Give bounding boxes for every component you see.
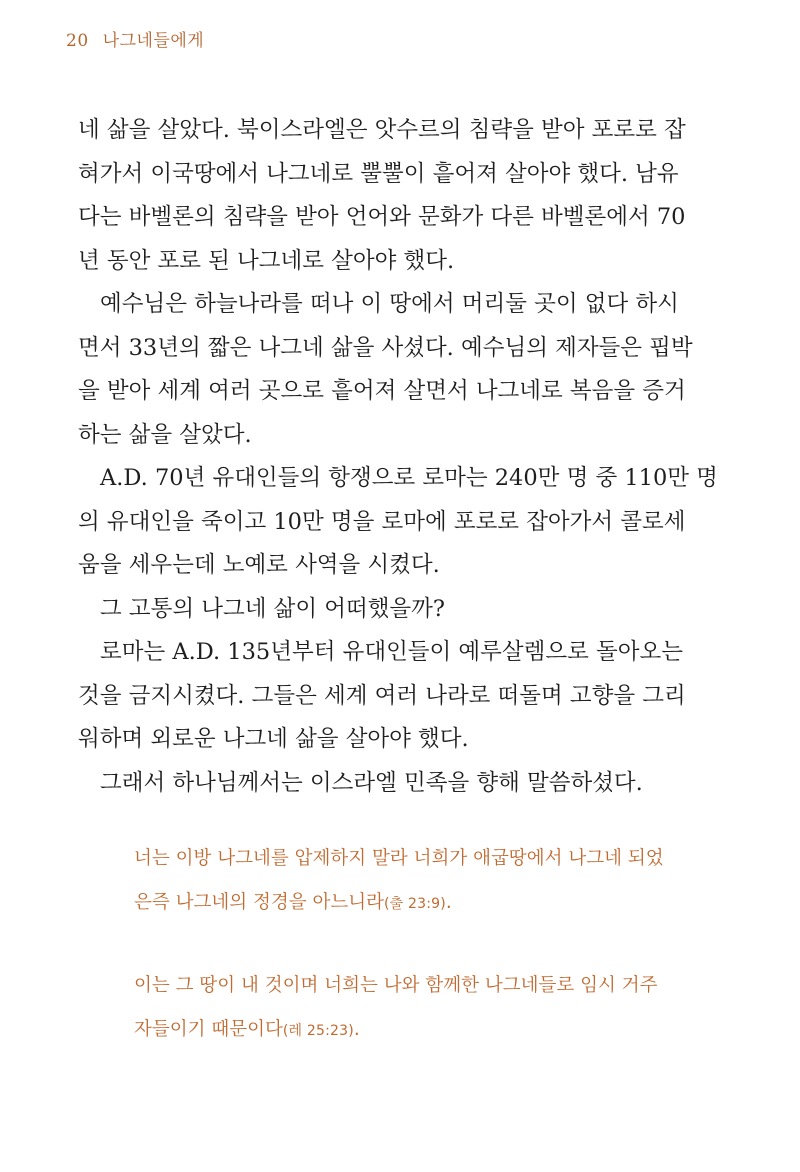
quote-end: . <box>445 892 452 913</box>
quote-text: 은즉 나그네의 정경을 아느니라 <box>134 892 384 913</box>
body-line: 의 유대인을 죽이고 10만 명을 로마에 포로로 잡아가서 콜로세 <box>78 508 686 535</box>
page-number: 20 <box>66 31 89 51</box>
body-text <box>78 109 718 805</box>
body-line: 다는 바벨론의 침략을 받아 언어와 문화가 다른 바벨론에서 70 <box>78 204 686 230</box>
body-line: 혀가서 이국땅에서 나그네로 뿔뿔이 흩어져 살아야 했다. 남유 <box>78 160 679 187</box>
quote-line: 너는 이방 나그네를 압제하지 말라 너희가 애굽땅에서 나그네 되었 <box>134 848 664 869</box>
quote-line <box>134 881 674 925</box>
body-line: 예수님은 하늘나라를 떠나 이 땅에서 머리둘 곳이 없다 하시 <box>100 291 679 317</box>
body-line: 을 받아 세계 여러 곳으로 흩어져 살면서 나그네로 복음을 증거 <box>78 378 686 404</box>
body-line: 그래서 하나님께서는 이스라엘 민족을 향해 말씀하셨다. <box>100 769 643 796</box>
body-line: 면서 33년의 짧은 나그네 삶을 사셨다. 예수님의 제자들은 핍박 <box>78 334 693 361</box>
body-line: 하는 삶을 살았다. <box>78 421 252 448</box>
running-header <box>66 26 204 51</box>
body-line: 것을 금지시켰다. 그들은 세계 여러 나라로 떠돌며 고향을 그리 <box>78 682 686 709</box>
body-line: 그 고통의 나그네 삶이 어떠했을까? <box>100 595 445 622</box>
scripture-quote <box>134 837 674 925</box>
quote-text: 자들이기 때문이다 <box>134 1019 283 1040</box>
body-line: A.D. 70년 유대인들의 항쟁으로 로마는 240만 명 중 110만 명 <box>100 465 718 491</box>
body-line: 워하며 외로운 나그네 삶을 살아야 했다. <box>78 726 469 752</box>
body-line: 로마는 A.D. 135년부터 유대인들이 예루살렘으로 돌아오는 <box>100 639 683 665</box>
chapter-title: 나그네들에게 <box>102 31 205 51</box>
quote-line <box>134 1008 674 1052</box>
quote-line: 이는 그 땅이 내 것이며 너희는 나와 함께한 나그네들로 임시 거주 <box>134 975 658 996</box>
quote-end: . <box>353 1019 360 1040</box>
body-line: 년 동안 포로 된 나그네로 살아야 했다. <box>78 247 455 274</box>
body-line: 네 삶을 살았다. 북이스라엘은 앗수르의 침략을 받아 포로로 잡 <box>78 117 686 143</box>
scripture-citation: (레 25:23) <box>282 1023 354 1039</box>
scripture-quote <box>134 964 674 1052</box>
scripture-citation: (출 23:9) <box>383 896 446 912</box>
body-line: 움을 세우는데 노예로 사역을 시켰다. <box>78 552 440 578</box>
